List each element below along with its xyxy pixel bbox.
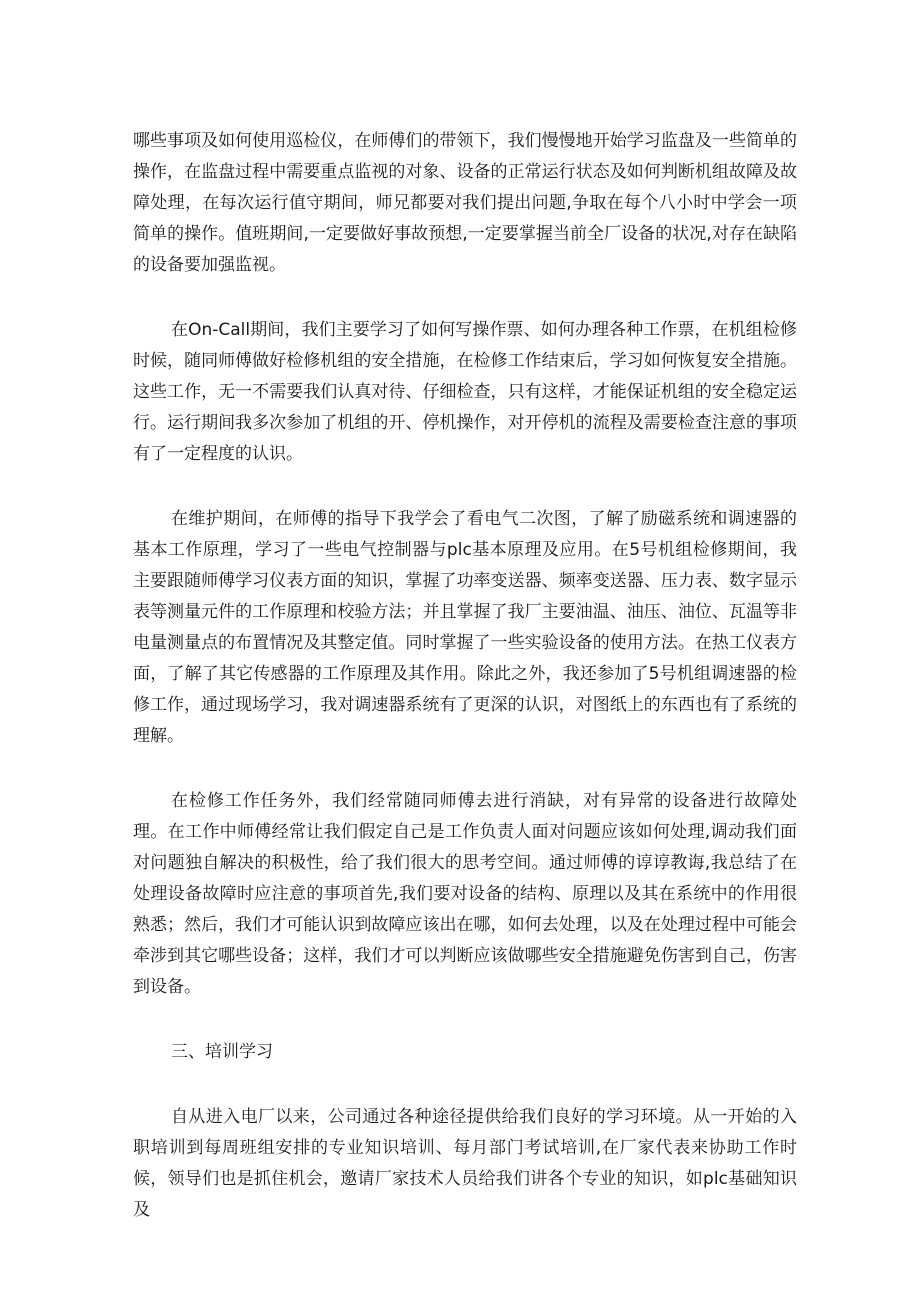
paragraph-inspection-training: 哪些事项及如何使用巡检仪，在师傅们的带领下，我们慢慢地开始学习监盘及一些简单的操作，在监盘过程中需要重点监视的对象、设备的正常运行状态及如何判断机组故障及故障处理，在每次运行值守期间，师兄都要对我们提出问题,争取在每个八小时中学会一项简单的操作。值班期间,一定要做好事故预想,一定要掌握当前全厂设备的状况,对存在缺陷的设备要加强监视。 [133, 131, 797, 275]
paragraph-training-environment: 自从进入电厂以来，公司通过各种途径提供给我们良好的学习环境。从一开始的入职培训到每周班组安排的专业知识培训、每月部门考试培训,在厂家代表来协助工作时候，领导们也是抓住机会，邀请厂家技术人员给我们讲各个专业的知识，如plc基础知识及 [133, 1107, 797, 1220]
paragraph-maintenance-period: 在维护期间，在师傅的指导下我学会了看电气二次图，了解了励磁系统和调速器的基本工作原理，学习了一些电气控制器与plc基本原理及应用。在5号机组检修期间，我主要跟随师傅学习仪表方面的知识，掌握了功率变送器、频率变送器、压力表、数字显示表等测量元件的工作原理和校验方法；并且掌握了我厂主要油温、油压、油位、瓦温等非电量测量点的布置情况及其整定值。同时掌握了一些实验设备的使用方法。在热工仪表方面，了解了其它传感器的工作原理及其作用。除此之外，我还参加了5号机组调速器的检修工作，通过现场学习，我对调速器系统有了更深的认识，对图纸上的东西也有了系统的理解。 [133, 509, 797, 746]
section-heading-training: 三、培训学习 [171, 1042, 273, 1062]
paragraph-on-call-period: 在On-Call期间，我们主要学习了如何写操作票、如何办理各种工作票，在机组检修时候，随同师傅做好检修机组的安全措施，在检修工作结束后，学习如何恢复安全措施。这些工作，无一不需要我们认真对待、仔细检查，只有这样，才能保证机组的安全稳定运行。运行期间我多次参加了机组的开、停机操作，对开停机的流程及需要检查注意的事项有了一定程度的认识。 [133, 320, 797, 464]
paragraph-fault-handling: 在检修工作任务外，我们经常随同师傅去进行消缺，对有异常的设备进行故障处理。在工作中师傅经常让我们假定自己是工作负责人面对问题应该如何处理,调动我们面对问题独自解决的积极性，给了我们很大的思考空间。通过师傅的谆谆教诲,我总结了在处理设备故障时应注意的事项首先,我们要对设备的结构、原理以及其在系统中的作用很熟悉；然后，我们才可能认识到故障应该出在哪，如何去处理，以及在处理过程中可能会牵涉到其它哪些设备；这样，我们才可以判断应该做哪些安全措施避免伤害到自己，伤害到设备。 [133, 791, 797, 997]
document-body [133, 126, 797, 1260]
